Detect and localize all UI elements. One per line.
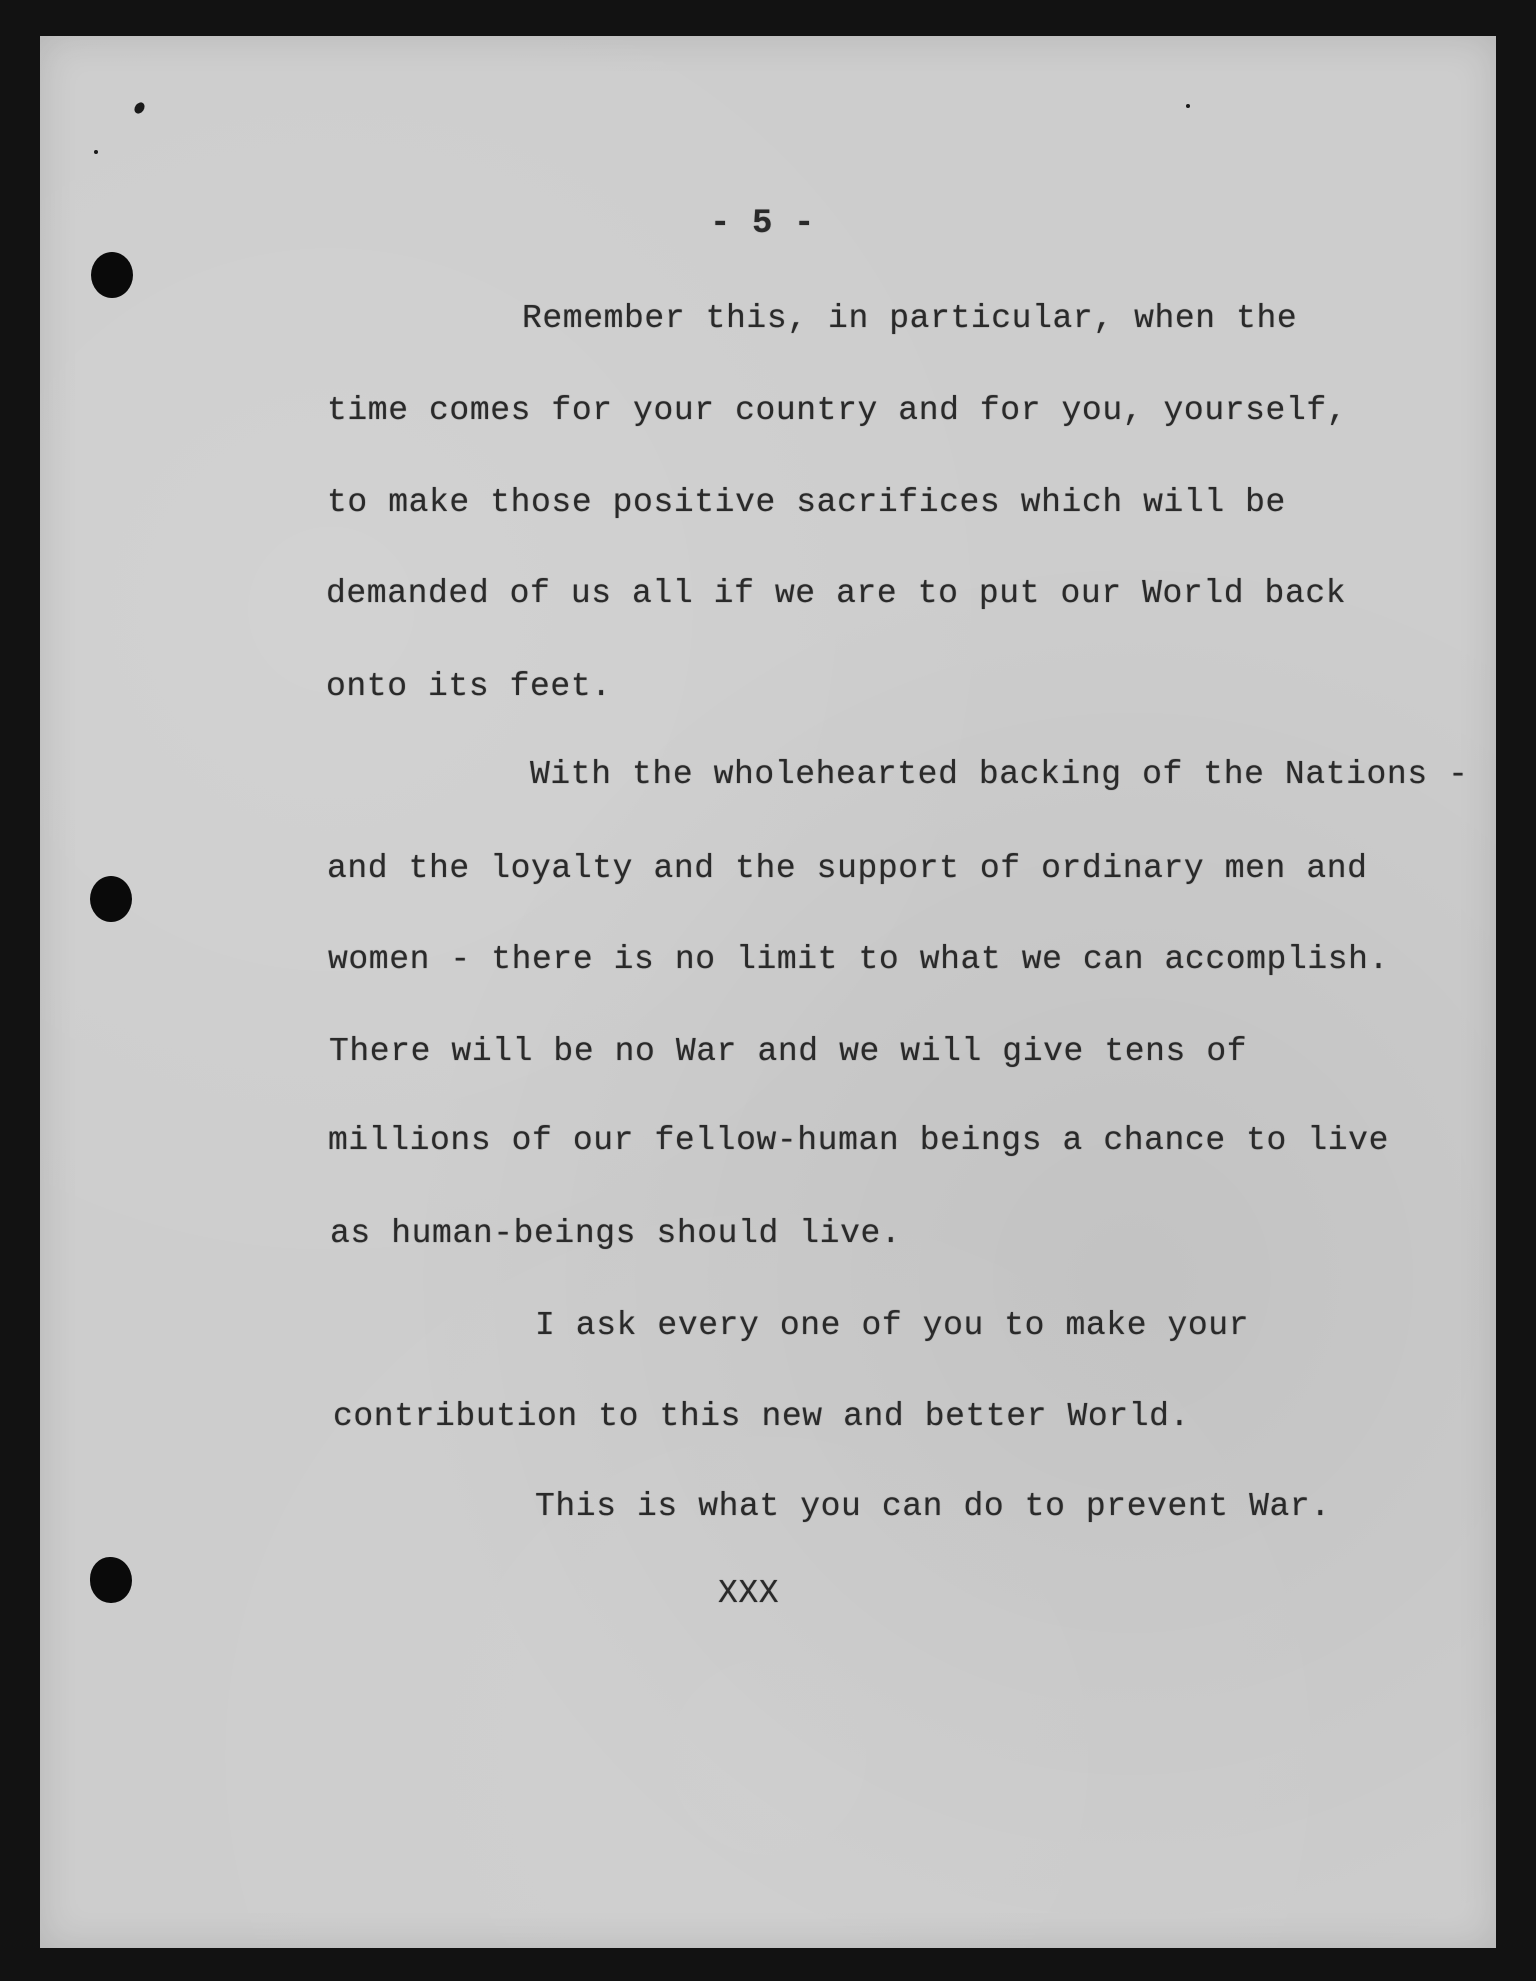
body-line: There will be no War and we will give tens of <box>329 1033 1248 1070</box>
body-line: to make those positive sacrifices which will be <box>327 484 1286 521</box>
body-line: onto its feet. <box>326 668 612 705</box>
body-line: as human-beings should live. <box>330 1215 902 1252</box>
body-line: With the wholehearted backing of the Nations - <box>530 756 1469 793</box>
punch-hole-middle <box>90 876 132 922</box>
body-line: Remember this, in particular, when the <box>522 300 1298 337</box>
ink-speck <box>1186 104 1190 108</box>
punch-hole-top <box>91 252 133 298</box>
body-line: and the loyalty and the support of ordinary men and <box>327 850 1368 887</box>
body-line: millions of our fellow-human beings a chance to live <box>328 1122 1389 1159</box>
ink-speck <box>132 101 146 116</box>
page-number: - 5 - <box>710 205 816 243</box>
end-mark: XXX <box>718 1575 780 1612</box>
body-line: This is what you can do to prevent War. <box>535 1488 1331 1525</box>
body-line: demanded of us all if we are to put our World back <box>326 575 1347 612</box>
body-line: women - there is no limit to what we can accomplish. <box>328 941 1389 978</box>
body-line: time comes for your country and for you, yourself, <box>327 392 1348 429</box>
punch-hole-bottom <box>90 1557 132 1603</box>
body-line: I ask every one of you to make your <box>535 1307 1250 1344</box>
ink-speck <box>94 150 98 154</box>
body-line: contribution to this new and better World. <box>333 1398 1190 1435</box>
